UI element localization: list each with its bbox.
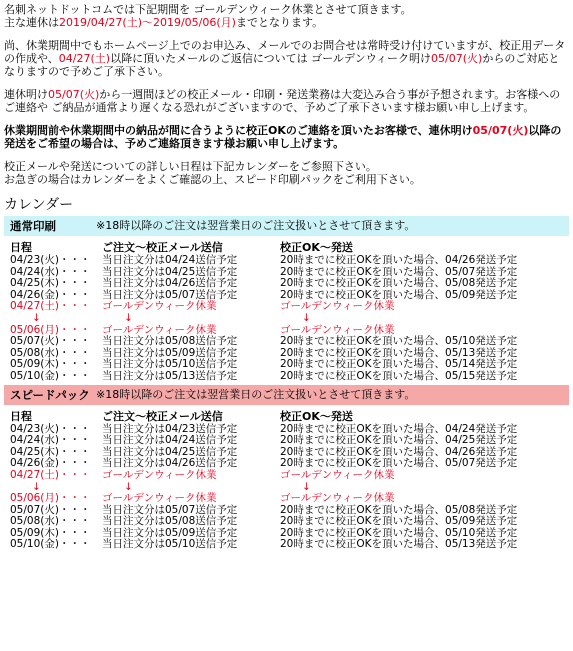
- cell-ship: 20時までに校正OKを頂いた場合、05/10発送予定: [280, 526, 518, 539]
- cell-order: ゴールデンウィーク休業: [102, 323, 217, 336]
- cell-ship: 20時までに校正OKを頂いた場合、05/09発送予定: [280, 515, 518, 528]
- cell-date: 04/25(木)・・・: [10, 445, 91, 458]
- down-arrow-icon: ↓: [124, 480, 133, 493]
- schedule-table: [10, 240, 569, 383]
- cell-date: 04/24(水)・・・: [10, 265, 91, 278]
- notice-text: 以降に頂いたメールのご返信については ゴールデンウィーク明け: [110, 52, 432, 65]
- header-ship: 校正OK〜発送: [280, 241, 353, 254]
- notice-text: 連休明け: [4, 88, 48, 101]
- notice-text: 主な連休は: [4, 16, 59, 29]
- cell-order: 当日注文分は05/09送信予定: [102, 346, 238, 359]
- cell-ship: ゴールデンウィーク休業: [280, 492, 395, 505]
- cell-order: 当日注文分は04/26送信予定: [102, 277, 238, 290]
- cell-order: 当日注文分は05/09送信予定: [102, 526, 238, 539]
- cell-ship: 20時までに校正OKを頂いた場合、04/26発送予定: [280, 445, 518, 458]
- cell-date: 04/23(火)・・・: [10, 422, 91, 435]
- header-order: ご注文〜校正メール送信: [102, 409, 223, 423]
- cell-ship: 20時までに校正OKを頂いた場合、05/07発送予定: [280, 457, 518, 470]
- section-name: スピードパック: [10, 387, 90, 402]
- highlight-date: 05/07(火): [431, 52, 483, 65]
- cell-date: 04/23(火)・・・: [10, 254, 91, 266]
- cell-date: 05/09(木)・・・: [10, 358, 91, 371]
- cell-ship: ゴールデンウィーク休業: [280, 468, 395, 481]
- notice-text: までとなります。: [235, 16, 324, 29]
- cell-ship: ゴールデンウィーク休業: [280, 300, 395, 313]
- header-order: ご注文〜校正メール送信: [102, 241, 223, 254]
- cell-order: ゴールデンウィーク休業: [102, 468, 217, 481]
- schedule-row: [10, 336, 569, 348]
- cell-order: 当日注文分は05/10送信予定: [102, 358, 238, 371]
- section-note: ※18時以降のご注文は翌営業日のご注文扱いとさせて頂きます。: [96, 387, 416, 401]
- cell-order: ゴールデンウィーク休業: [102, 300, 217, 313]
- schedule-row: [10, 470, 569, 482]
- notice-text: 休業期間前や休業期間中の納品が間に合うように校正OKのご連絡を頂いたお客様で、連休明け: [4, 124, 473, 137]
- cell-order: 当日注文分は05/07送信予定: [102, 503, 238, 516]
- notice-text: お急ぎの場合はカレンダーをよくご確認の上、スピード印刷パックをご利用下さい。: [4, 173, 421, 186]
- schedule-header-row: [10, 240, 569, 255]
- cell-date: 05/08(水)・・・: [10, 515, 91, 528]
- cell-date: 05/10(金)・・・: [10, 538, 91, 551]
- cell-ship: 20時までに校正OKを頂いた場合、05/13発送予定: [280, 538, 518, 551]
- notice-paragraph-3: [4, 88, 569, 114]
- cell-order: 当日注文分は04/24送信予定: [102, 434, 238, 447]
- schedule-row: [10, 255, 569, 267]
- cell-ship: 20時までに校正OKを頂いた場合、04/25発送予定: [280, 434, 518, 447]
- cell-order: 当日注文分は05/13送信予定: [102, 369, 238, 382]
- section-bar: [4, 216, 569, 236]
- cell-ship: 20時までに校正OKを頂いた場合、05/15発送予定: [280, 369, 518, 382]
- cell-ship: 20時までに校正OKを頂いた場合、05/08発送予定: [280, 503, 518, 516]
- cell-ship: 20時までに校正OKを頂いた場合、05/09発送予定: [280, 288, 518, 301]
- notice-text: 校正メールや発送についての詳しい日程は下記カレンダーをご参照下さい。: [4, 160, 377, 173]
- notice-text: からのご対応となりますので予めご了承下さい。: [4, 52, 560, 78]
- section-bar: [4, 385, 569, 405]
- schedule-table: [10, 409, 569, 552]
- cell-date: 05/08(水)・・・: [10, 346, 91, 359]
- schedule-row: [10, 301, 569, 313]
- schedule-row: [10, 313, 569, 325]
- cell-date: 05/06(月)・・・: [10, 492, 91, 505]
- schedule-row: [10, 493, 569, 505]
- notice-paragraph-2: [4, 39, 569, 78]
- cell-date: 05/07(火)・・・: [10, 503, 91, 516]
- down-arrow-icon: ↓: [302, 480, 311, 493]
- cell-ship: 20時までに校正OKを頂いた場合、05/07発送予定: [280, 265, 518, 278]
- down-arrow-icon: ↓: [32, 480, 41, 493]
- schedule-header-row: [10, 409, 569, 424]
- cell-order: 当日注文分は04/25送信予定: [102, 445, 238, 458]
- cell-order: 当日注文分は05/07送信予定: [102, 288, 238, 301]
- notice-paragraph-1: [4, 3, 569, 29]
- down-arrow-icon: ↓: [302, 311, 311, 324]
- cell-order: 当日注文分は05/08送信予定: [102, 515, 238, 528]
- cell-date: 05/10(金)・・・: [10, 369, 91, 382]
- notice-text: 名刺ネットドットコムでは下記期間を ゴールデンウィーク休業とさせて頂きます。: [4, 3, 412, 16]
- cell-date: 04/26(金)・・・: [10, 457, 91, 470]
- highlight-date: 05/07(火): [472, 124, 529, 137]
- cell-ship: 20時までに校正OKを頂いた場合、05/13発送予定: [280, 346, 518, 359]
- section-name: 通常印刷: [10, 219, 56, 233]
- notice-text: から一週間ほどの校正メール・印刷・発送業務は大変込み合う事が予想されます。お客様へのご連絡や ご納品が通常より遅くなる恐れがございますので、予めご了承下さいます様お願い申し上げます。: [4, 88, 561, 114]
- cell-ship: 20時までに校正OKを頂いた場合、05/08発送予定: [280, 277, 518, 290]
- holiday-range: 2019/04/27(土)〜2019/05/06(月): [59, 16, 236, 29]
- schedule-row: [10, 435, 569, 447]
- notice-paragraph-5: [4, 160, 569, 186]
- cell-ship: 20時までに校正OKを頂いた場合、04/24発送予定: [280, 422, 518, 435]
- notice-text: 以降の発送をご希望の場合は、予めご連絡頂きます様お願い申し上げます。: [4, 124, 562, 150]
- notice-text: 尚、休業期間中でもホームページ上でのお申込み、メールでのお問合せは常時受け付けていますが、校正用データの作成や、: [4, 39, 566, 65]
- schedule-row: [10, 371, 569, 383]
- calendar-sections: [4, 216, 569, 551]
- cell-date: 05/06(月)・・・: [10, 323, 91, 336]
- cell-date: 04/24(水)・・・: [10, 434, 91, 447]
- highlight-date: 05/07(火): [48, 88, 100, 101]
- cell-order: ゴールデンウィーク休業: [102, 492, 217, 505]
- schedule-row: [10, 539, 569, 551]
- highlight-date: 04/27(土): [58, 52, 111, 65]
- cell-ship: 20時までに校正OKを頂いた場合、05/14発送予定: [280, 358, 518, 371]
- cell-ship: 20時までに校正OKを頂いた場合、04/26発送予定: [280, 254, 518, 266]
- page-content: [4, 3, 569, 553]
- cell-date: 04/27(土)・・・: [10, 300, 91, 313]
- cell-ship: ゴールデンウィーク休業: [280, 323, 395, 336]
- cell-date: 04/25(木)・・・: [10, 277, 91, 290]
- cell-date: 04/27(土)・・・: [10, 468, 91, 481]
- cell-ship: 20時までに校正OKを頂いた場合、05/10発送予定: [280, 335, 518, 348]
- cell-order: 当日注文分は05/10送信予定: [102, 538, 238, 551]
- cell-date: 04/26(金)・・・: [10, 288, 91, 301]
- cell-ship: [280, 313, 560, 325]
- header-date: 日程: [10, 409, 32, 423]
- notice-paragraph-4: [4, 124, 569, 150]
- cell-order: 当日注文分は04/26送信予定: [102, 457, 238, 470]
- section-note: ※18時以降のご注文は翌営業日のご注文扱いとさせて頂きます。: [96, 219, 416, 232]
- calendar-title: カレンダー: [4, 197, 74, 213]
- header-ship: 校正OK〜発送: [280, 409, 353, 423]
- cell-date: [10, 313, 102, 325]
- header-date: 日程: [10, 241, 32, 254]
- cell-order: 当日注文分は04/25送信予定: [102, 265, 238, 278]
- cell-order: 当日注文分は05/08送信予定: [102, 335, 238, 348]
- cell-order: [102, 313, 280, 325]
- down-arrow-icon: ↓: [32, 311, 41, 324]
- down-arrow-icon: ↓: [124, 311, 133, 324]
- cell-order: 当日注文分は04/24送信予定: [102, 254, 238, 266]
- cell-order: 当日注文分は04/23送信予定: [102, 422, 238, 435]
- cell-date: 05/09(木)・・・: [10, 526, 91, 539]
- cell-date: 05/07(火)・・・: [10, 335, 91, 348]
